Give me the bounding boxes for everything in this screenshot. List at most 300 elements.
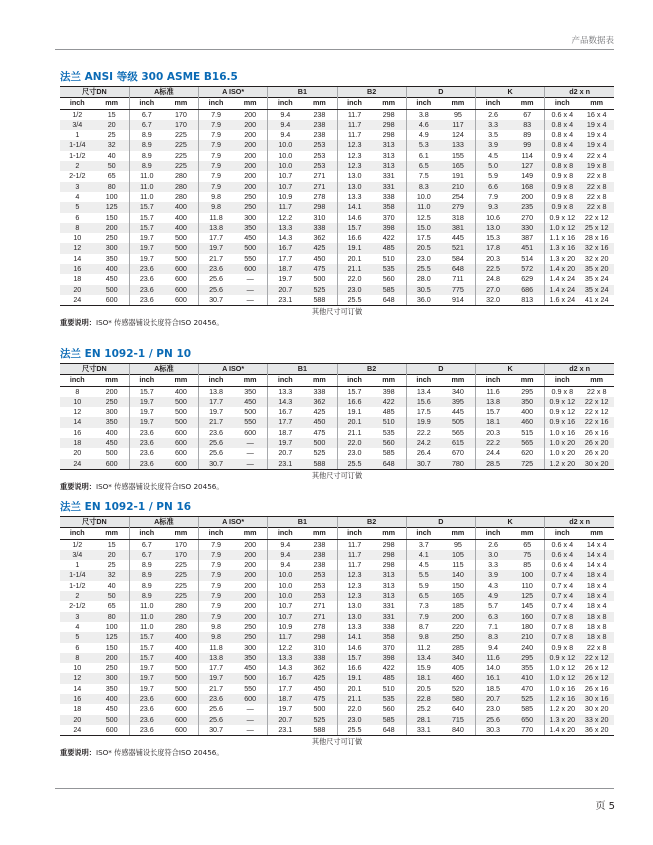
table-cell: 200 <box>233 612 268 622</box>
table-cell: 170 <box>174 109 187 119</box>
table-row <box>60 632 614 642</box>
table-cell: 15.7 <box>476 407 511 417</box>
table-row <box>60 407 614 417</box>
table-cell: 23.6 <box>129 459 164 470</box>
table-cell: 200 <box>521 191 534 201</box>
table-cell: — <box>233 438 268 448</box>
table-cell: 16.7 <box>268 407 303 417</box>
table-cell: 11.6 <box>476 386 511 397</box>
table-cell: 127 <box>510 161 545 171</box>
table-cell: 0.9 x 8 <box>545 171 580 181</box>
table-cell: 50 <box>95 591 130 601</box>
table-row <box>60 213 614 223</box>
table-cell: 3 <box>60 612 95 622</box>
table-cell: 40 <box>107 580 116 590</box>
unit-header: inch <box>199 375 234 386</box>
table-cell: 10.0 <box>268 161 303 171</box>
table-cell: 140 <box>441 570 476 580</box>
table-cell: 8.3 <box>406 182 441 192</box>
table-cell: 14 <box>73 683 82 693</box>
note-label: 重要说明： <box>60 481 96 491</box>
table-cell: 313 <box>372 161 407 171</box>
table-cell: 1.2 x 20 <box>545 704 580 714</box>
table-cell: 310 <box>313 642 326 652</box>
table-cell: 514 <box>521 253 534 263</box>
table-cell: 500 <box>164 673 199 683</box>
table-cell: 9.3 <box>476 202 511 212</box>
table-cell: 25.5 <box>337 725 372 736</box>
table-cell: 0.6 x 4 <box>545 550 580 560</box>
unit-header: mm <box>302 375 337 386</box>
en-pn10-section <box>60 347 614 493</box>
table-cell: 22.2 <box>476 438 511 448</box>
table-cell: 620 <box>521 448 534 458</box>
table-cell: 13.8 <box>199 223 234 233</box>
unit-header: inch <box>545 528 580 539</box>
table-cell: 35 x 24 <box>579 285 614 295</box>
note-text: ISO* 传感器铺设长度符合ISO 20456。 <box>95 318 224 328</box>
table-cell: 588 <box>302 459 337 470</box>
table-cell: 0.8 x 4 <box>545 140 580 150</box>
table-cell: 253 <box>302 591 337 601</box>
table-cell: 22 x 16 <box>579 417 614 427</box>
table-cell: 22 x 8 <box>586 171 607 181</box>
footer-divider <box>55 788 614 789</box>
table-cell: 32 <box>95 140 130 150</box>
table-cell: 19.7 <box>129 673 164 683</box>
table-cell: 629 <box>521 274 534 284</box>
table-row <box>60 120 614 130</box>
table-cell: 600 <box>164 295 199 306</box>
table-cell: 23.6 <box>129 715 164 725</box>
unit-header: mm <box>95 98 130 109</box>
table-cell: 298 <box>302 202 337 212</box>
header-group-row <box>60 87 614 98</box>
table-cell: 298 <box>382 109 395 119</box>
column-group-header: B1 <box>268 364 337 375</box>
table-cell: 9.8 <box>199 192 234 202</box>
table-cell: 89 <box>523 130 532 140</box>
table-cell: 23.0 <box>337 285 372 295</box>
table-row <box>60 725 614 736</box>
table-cell: 370 <box>382 642 395 652</box>
table-cell: — <box>233 725 268 736</box>
table-cell: 300 <box>244 212 257 222</box>
table-cell: 133 <box>441 140 476 150</box>
table-cell: 298 <box>372 120 407 130</box>
table-cell: 7.9 <box>199 109 234 120</box>
table-cell: 400 <box>164 632 199 642</box>
table-cell: 40 <box>107 150 116 160</box>
table-cell: 23.0 <box>337 715 372 725</box>
table-row <box>60 285 614 295</box>
table-cell: 560 <box>382 274 395 284</box>
table-cell: 1/2 <box>72 109 83 119</box>
table-cell: 17.7 <box>268 417 303 427</box>
table-cell: 6.6 <box>476 182 511 192</box>
table-cell: 21.1 <box>337 694 372 704</box>
table-cell: 485 <box>372 673 407 683</box>
table-cell: 350 <box>244 386 257 396</box>
table-cell: 0.9 x 16 <box>545 417 580 427</box>
table-cell: 313 <box>372 591 407 601</box>
table-cell: 200 <box>244 109 257 119</box>
table-row <box>60 192 614 202</box>
column-group-header: D <box>406 517 475 528</box>
table-cell: 16.6 <box>337 233 372 243</box>
table-cell: 0.9 x 12 <box>545 397 580 407</box>
table-cell: 600 <box>164 438 199 448</box>
table-cell: 400 <box>174 642 187 652</box>
table-cell: 15.7 <box>337 223 372 233</box>
table-cell: 510 <box>382 683 395 693</box>
table-cell: 17.7 <box>268 254 303 264</box>
table-cell: 425 <box>313 407 326 417</box>
table-cell: 25.5 <box>337 459 372 470</box>
table-cell: 114 <box>521 150 533 160</box>
table-cell: 95 <box>453 109 462 119</box>
table-cell: 10.7 <box>268 182 303 192</box>
unit-header: inch <box>337 528 372 539</box>
table-cell: 11.0 <box>129 601 164 611</box>
table-cell: 331 <box>372 612 407 622</box>
table-cell: 331 <box>372 182 407 192</box>
table-cell: 450 <box>244 663 257 673</box>
en-pn16-section <box>60 500 614 759</box>
table-cell: 10.0 <box>406 192 441 202</box>
table-cell: 12.3 <box>337 581 372 591</box>
table-cell: 585 <box>521 704 534 714</box>
table-cell: 23.6 <box>199 694 234 704</box>
table-cell: 460 <box>510 417 545 427</box>
table-cell: 525 <box>510 694 545 704</box>
table-cell: 11.0 <box>406 202 441 212</box>
table-cell: 20.5 <box>406 684 441 694</box>
table-cell: 14 x 4 <box>579 550 614 560</box>
table-cell: 10.6 <box>476 213 511 223</box>
table-cell: 11.0 <box>129 192 164 202</box>
table-cell: 25.5 <box>337 295 372 306</box>
table-cell: 572 <box>510 264 545 274</box>
table-cell: 7.9 <box>199 161 234 171</box>
column-group-header: B1 <box>268 87 337 98</box>
table-cell: 5.7 <box>476 601 511 611</box>
table-cell: 10.0 <box>268 151 303 161</box>
table-cell: 1.1 x 16 <box>545 233 580 243</box>
table-cell: 4 <box>75 191 80 201</box>
table-cell: 155 <box>451 150 464 160</box>
table-cell: 33 x 20 <box>579 715 614 725</box>
table-cell: 1-1/2 <box>69 150 86 160</box>
table-cell: 500 <box>233 243 268 253</box>
table-cell: 200 <box>244 539 257 549</box>
table-cell: 475 <box>313 427 326 437</box>
table-cell: 5 <box>60 202 95 212</box>
table-cell: 338 <box>302 653 337 663</box>
unit-header: mm <box>372 528 407 539</box>
table-cell: 1.4 x 24 <box>545 285 580 295</box>
table-cell: 515 <box>521 427 534 437</box>
header-divider <box>55 49 614 50</box>
table-cell: 410 <box>510 673 545 683</box>
table-cell: 0.9 x 8 <box>545 386 580 397</box>
table-cell: 11.0 <box>129 182 164 192</box>
table-cell: 18 x 8 <box>579 612 614 622</box>
table-cell: 253 <box>302 140 337 150</box>
table-cell: 780 <box>441 459 476 470</box>
table-cell: 470 <box>521 683 534 693</box>
table-cell: 550 <box>233 417 268 427</box>
table-cell: 16 <box>60 264 95 274</box>
table-cell: 16 x 4 <box>586 109 607 119</box>
table-cell: 7.9 <box>199 182 234 192</box>
table-row <box>60 560 614 570</box>
table-cell: 19.7 <box>129 663 164 673</box>
table-cell: 18.1 <box>476 417 511 427</box>
table-cell: 115 <box>452 560 464 570</box>
table-cell: 18 <box>60 438 95 448</box>
table-cell: 648 <box>372 725 407 736</box>
unit-header: mm <box>441 528 476 539</box>
table-cell: 7.9 <box>476 192 511 202</box>
table-cell: 80 <box>95 182 130 192</box>
table-cell: 18.7 <box>268 428 303 438</box>
unit-header: mm <box>510 528 545 539</box>
table-cell: 362 <box>302 397 337 407</box>
table-cell: 12 <box>60 243 95 253</box>
table-cell: 10.7 <box>268 171 303 181</box>
table-cell: 19.7 <box>268 274 303 284</box>
table-cell: 19.7 <box>199 243 234 253</box>
table-cell: 5.0 <box>476 161 511 171</box>
table-cell: 17.7 <box>199 397 234 407</box>
table-row <box>60 715 614 725</box>
table-cell: 27.0 <box>476 285 511 295</box>
table-cell: 26 x 16 <box>584 427 609 437</box>
table-cell: 25.6 <box>199 704 234 714</box>
table-cell: 6.7 <box>129 539 164 550</box>
table-cell: 9.8 <box>199 622 234 632</box>
table-cell: 165 <box>441 591 476 601</box>
table-cell: 19.1 <box>337 407 372 417</box>
table-cell: 450 <box>95 438 130 448</box>
table-cell: 20.1 <box>337 417 372 427</box>
table-cell: 0.6 x 4 <box>545 560 580 570</box>
table-cell: 21.7 <box>199 684 234 694</box>
table-cell: 15.7 <box>129 632 164 642</box>
table-cell: 8.9 <box>129 140 164 150</box>
table-cell: 7.9 <box>406 612 441 622</box>
table-cell: 253 <box>313 150 326 160</box>
table-cell: 298 <box>382 539 395 549</box>
table-cell: 26 x 20 <box>584 448 609 458</box>
table-cell: 770 <box>510 725 545 736</box>
table-cell: 15.7 <box>129 386 164 397</box>
table-cell: 686 <box>510 285 545 295</box>
table-cell: 400 <box>95 694 130 704</box>
table-cell: 12 <box>73 407 82 417</box>
table-cell: 0.7 x 4 <box>545 570 580 580</box>
section-title: 法兰 EN 1092-1 / PN 10 <box>60 348 192 360</box>
table-cell: 295 <box>521 386 534 396</box>
table-cell: 451 <box>510 243 545 253</box>
table-cell: 600 <box>233 264 268 274</box>
other-sizes-note: 其他尺寸可订做 <box>311 307 363 317</box>
table-cell: 13.0 <box>337 601 372 611</box>
table-cell: 19 x 8 <box>579 161 614 171</box>
table-row <box>60 417 614 427</box>
table-cell: 12.2 <box>268 213 303 223</box>
table-cell: 313 <box>382 150 395 160</box>
table-cell: 32 x 16 <box>579 243 614 253</box>
page-number: 页 5 <box>595 801 615 812</box>
table-cell: 210 <box>441 182 476 192</box>
unit-header: mm <box>579 98 614 109</box>
unit-header: mm <box>441 98 476 109</box>
table-cell: 238 <box>313 109 326 119</box>
table-cell: 450 <box>313 253 326 263</box>
table-cell: 23.6 <box>129 428 164 438</box>
table-cell: 20.3 <box>476 254 511 264</box>
table-cell: 280 <box>174 621 187 631</box>
table-cell: 254 <box>451 191 464 201</box>
header-unit-row <box>60 375 614 386</box>
table-cell: 400 <box>105 427 118 437</box>
table-cell: 65 <box>523 539 532 549</box>
column-group-header: 尺寸DN <box>60 364 129 375</box>
table-cell: 19.1 <box>337 243 372 253</box>
table-cell: 253 <box>302 570 337 580</box>
unit-header: inch <box>545 98 580 109</box>
table-cell: 20.7 <box>268 715 303 725</box>
table-cell: 585 <box>372 285 407 295</box>
column-group-header: A标准 <box>129 517 198 528</box>
table-cell: 300 <box>95 673 130 683</box>
table-cell: 318 <box>451 212 464 222</box>
table-row <box>60 151 614 161</box>
table-cell: 600 <box>164 715 199 725</box>
table-cell: 10.9 <box>268 192 303 202</box>
table-cell: 20 <box>95 550 130 560</box>
table-cell: 450 <box>233 397 268 407</box>
table-cell: 22 x 12 <box>584 407 609 417</box>
table-cell: 13.8 <box>476 397 511 407</box>
table-cell: 210 <box>510 632 545 642</box>
table-cell: 5.9 <box>406 581 441 591</box>
table-cell: 0.9 x 8 <box>545 182 580 192</box>
ansi-300-section <box>60 70 614 329</box>
table-row <box>60 202 614 212</box>
table-row <box>60 581 614 591</box>
table-cell: 160 <box>510 612 545 622</box>
table-cell: 13.4 <box>406 386 441 397</box>
table-cell: 0.7 x 8 <box>545 612 580 622</box>
table-cell: 65 <box>107 171 116 181</box>
table-cell: 12.3 <box>337 151 372 161</box>
important-note <box>60 317 614 329</box>
table-cell: 9.4 <box>268 120 303 130</box>
table-cell: 18.7 <box>268 694 303 704</box>
table-cell: 22 x 12 <box>579 397 614 407</box>
table-cell: 11.7 <box>337 560 372 570</box>
table-cell: 250 <box>105 663 118 673</box>
table-cell: 340 <box>441 653 476 663</box>
table-cell: 16 <box>60 694 95 704</box>
table-cell: 600 <box>95 725 130 736</box>
table-cell: 280 <box>164 612 199 622</box>
table-cell: 600 <box>174 427 187 437</box>
table-cell: 8 <box>75 386 80 396</box>
table-cell: 19.7 <box>129 417 164 427</box>
unit-header: mm <box>164 375 199 386</box>
table-cell: 150 <box>451 580 464 590</box>
table-cell: 1.0 x 12 <box>545 663 580 673</box>
table-cell: 271 <box>313 171 326 181</box>
unit-header: inch <box>199 528 234 539</box>
table-cell: 13.4 <box>406 653 441 663</box>
table-cell: 238 <box>302 120 337 130</box>
table-cell: 10 <box>60 397 95 407</box>
table-cell: 117 <box>441 120 476 130</box>
table-cell: 11.2 <box>406 643 441 653</box>
table-cell: 14 <box>60 417 95 427</box>
table-cell: 600 <box>164 694 199 704</box>
table-cell: 32.0 <box>476 295 511 306</box>
table-cell: 25.6 <box>199 274 234 284</box>
table-cell: 250 <box>441 632 476 642</box>
table-cell: 20.7 <box>268 285 303 295</box>
table-cell: 525 <box>313 448 326 458</box>
table-cell: 510 <box>382 253 395 263</box>
table-cell: 12.2 <box>268 643 303 653</box>
note-text: ISO* 传感器铺设长度符合ISO 20456。 <box>95 481 224 491</box>
table-cell: 18 x 4 <box>586 601 607 611</box>
table-cell: 30 x 20 <box>584 704 609 714</box>
table-cell: 19 x 4 <box>579 140 614 150</box>
table-cell: 23.6 <box>199 264 234 274</box>
table-cell: 15.0 <box>406 223 441 233</box>
table-cell: 23.6 <box>129 704 164 714</box>
table-cell: 200 <box>244 171 257 181</box>
table-cell: 95 <box>453 539 462 549</box>
table-cell: 338 <box>382 621 395 631</box>
table-cell: 7.9 <box>199 151 234 161</box>
table-cell: 250 <box>95 397 130 407</box>
table-cell: 0.9 x 8 <box>545 202 580 212</box>
table-cell: 1.3 x 20 <box>545 254 580 264</box>
table-cell: 3.9 <box>476 570 511 580</box>
table-cell: 600 <box>174 704 187 714</box>
header-unit-row <box>60 528 614 539</box>
table-cell: 422 <box>382 233 395 243</box>
table-cell: — <box>233 285 268 295</box>
table-cell: 19.7 <box>199 407 234 417</box>
table-cell: 350 <box>95 417 130 427</box>
table-cell: 600 <box>164 264 199 274</box>
table-cell: 711 <box>452 274 464 284</box>
table-cell: 4.6 <box>406 120 441 130</box>
column-group-header: d2 x n <box>545 364 614 375</box>
table-cell: 1 <box>75 130 80 140</box>
table-cell: 22.2 <box>406 428 441 438</box>
unit-header: inch <box>129 375 164 386</box>
table-cell: 18 x 8 <box>579 632 614 642</box>
table-cell: 23.6 <box>129 264 164 274</box>
table-cell: 5.9 <box>476 171 511 181</box>
table-cell: 485 <box>382 407 395 417</box>
column-group-header: A ISO* <box>199 364 268 375</box>
table-row <box>60 694 614 704</box>
